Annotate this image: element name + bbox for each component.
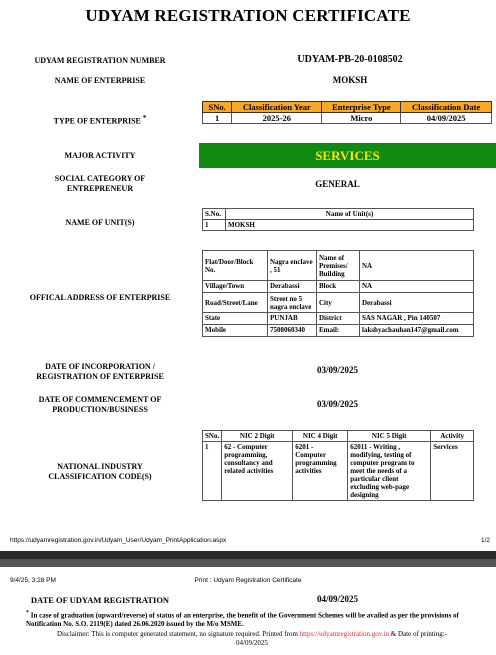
units-header: Name of Unit(s) <box>226 209 474 220</box>
print-footer-page: 1/2 <box>480 537 490 544</box>
enterprise-name-value: MOKSH <box>332 75 368 85</box>
enterprise-name-label: NAME OF ENTERPRISE <box>54 76 146 85</box>
address-cell: Block <box>317 281 360 293</box>
print-date: 04/09/2025 <box>236 639 268 647</box>
classification-cell: Micro <box>322 113 401 124</box>
address-label: OFFICAL ADDRESS OF ENTERPRISE <box>29 293 171 302</box>
nic-cell: 1 <box>203 442 222 501</box>
address-cell: City <box>317 293 360 313</box>
address-cell: NA <box>360 281 474 293</box>
address-cell: NA <box>360 251 474 281</box>
address-cell: Derabassi <box>268 281 317 293</box>
page-gap-bottom <box>0 559 496 567</box>
date-of-registration-value: 04/09/2025 <box>316 594 358 604</box>
units-cell: 1 <box>203 220 226 231</box>
nic-header: NIC 2 Digit <box>222 431 293 442</box>
address-cell: District <box>317 313 360 325</box>
disclaimer-link[interactable]: https://udyamregistration.gov.in <box>299 630 390 638</box>
incorporation-label: DATE OF INCORPORATION / REGISTRATION OF ENTERPRISE <box>36 362 164 381</box>
reg-no-label: UDYAM REGISTRATION NUMBER <box>34 56 166 65</box>
print-footer-url: https://udyamregistration.gov.in/Udyam_User/Udyam_PrintApplication.aspx <box>10 537 227 544</box>
units-header: S.No. <box>203 209 226 220</box>
address-cell: PUNJAB <box>268 313 317 325</box>
classification-cell: 1 <box>203 113 232 124</box>
commencement-label: DATE OF COMMENCEMENT OF PRODUCTION/BUSINESS <box>38 395 162 414</box>
address-cell: Email: <box>317 325 360 337</box>
print-header-datetime: 9/4/25, 3:28 PM <box>10 577 56 584</box>
classification-header: SNo. <box>203 102 232 113</box>
disclaimer: Disclaimer: This is computer generated statement, no signature required. Printed from https://udyamregistration.gov.in & Date of printing:- 04/09/2025 <box>26 630 478 648</box>
classification-header: Classification Date <box>401 102 492 113</box>
nic-header: NIC 5 Digit <box>348 431 431 442</box>
address-cell: Mobile <box>203 325 268 337</box>
commencement-date: 03/09/2025 <box>316 399 358 409</box>
address-table <box>202 250 474 337</box>
nic-cell: 62011 - Writing , modifying, testing of computer program to meet the needs of a particular client excluding web-page designing <box>348 442 431 501</box>
social-category-value: GENERAL <box>315 179 360 189</box>
classification-cell: 2025-26 <box>232 113 322 124</box>
print-header-title: Print : Udyam Registration Certificate <box>194 577 302 584</box>
classification-cell: 04/09/2025 <box>401 113 492 124</box>
type-label: TYPE OF ENTERPRISE * <box>53 114 147 126</box>
major-activity-banner: SERVICES <box>199 143 496 168</box>
nic-header: NIC 4 Digit <box>293 431 348 442</box>
address-cell: Flat/Door/Block No. <box>203 251 268 281</box>
address-cell: Road/Street/Lane <box>203 293 268 313</box>
address-cell: 7508060340 <box>268 325 317 337</box>
note-star: * <box>26 610 29 616</box>
reg-no-value: UDYAM-PB-20-0108502 <box>297 54 403 65</box>
classification-header: Enterprise Type <box>322 102 401 113</box>
units-label: NAME OF UNIT(S) <box>65 218 135 227</box>
address-cell: SAS NAGAR , Pin 140507 <box>360 313 474 325</box>
certificate-title: UDYAM REGISTRATION CERTIFICATE <box>85 6 411 25</box>
nic-cell: Services <box>431 442 474 501</box>
address-cell: State <box>203 313 268 325</box>
address-cell: Village/Town <box>203 281 268 293</box>
nic-header: Activity <box>431 431 474 442</box>
incorporation-date: 03/09/2025 <box>316 365 358 375</box>
nic-label: NATIONAL INDUSTRY CLASSIFICATION CODE(S) <box>48 462 152 481</box>
date-of-registration-label: DATE OF UDYAM REGISTRATION <box>30 595 170 605</box>
classification-table <box>202 101 492 124</box>
units-cell: MOKSH <box>226 220 474 231</box>
nic-cell: 6201 - Computer programming activities <box>293 442 348 501</box>
nic-cell: 62 - Computer programming, consultancy and related activities <box>222 442 293 501</box>
graduation-note: * In case of graduation (upward/reverse) of status of an enterprise, the benefit of the Government Schemes will be availed as per the provisions of Notification No. S.O. 2119(E) dated 26.06.2020 issued by the M/o MSME. <box>26 610 459 629</box>
email-value: lakshyachauhan147@gmail.com <box>360 325 474 337</box>
units-table <box>202 208 474 231</box>
type-star: * <box>142 114 147 122</box>
address-cell: Nagra enclave , 51 <box>268 251 317 281</box>
nic-table <box>202 430 474 501</box>
address-cell: Street no 5 nagra enclave <box>268 293 317 313</box>
address-cell: Name of Premises/ Building <box>317 251 360 281</box>
address-cell: Derabassi <box>360 293 474 313</box>
social-category-label: SOCIAL CATEGORY OF ENTREPRENEUR <box>54 174 146 193</box>
page-gap-top <box>0 551 496 559</box>
classification-header: Classification Year <box>232 102 322 113</box>
major-activity-label: MAJOR ACTIVITY <box>64 151 136 160</box>
nic-header: SNo. <box>203 431 222 442</box>
